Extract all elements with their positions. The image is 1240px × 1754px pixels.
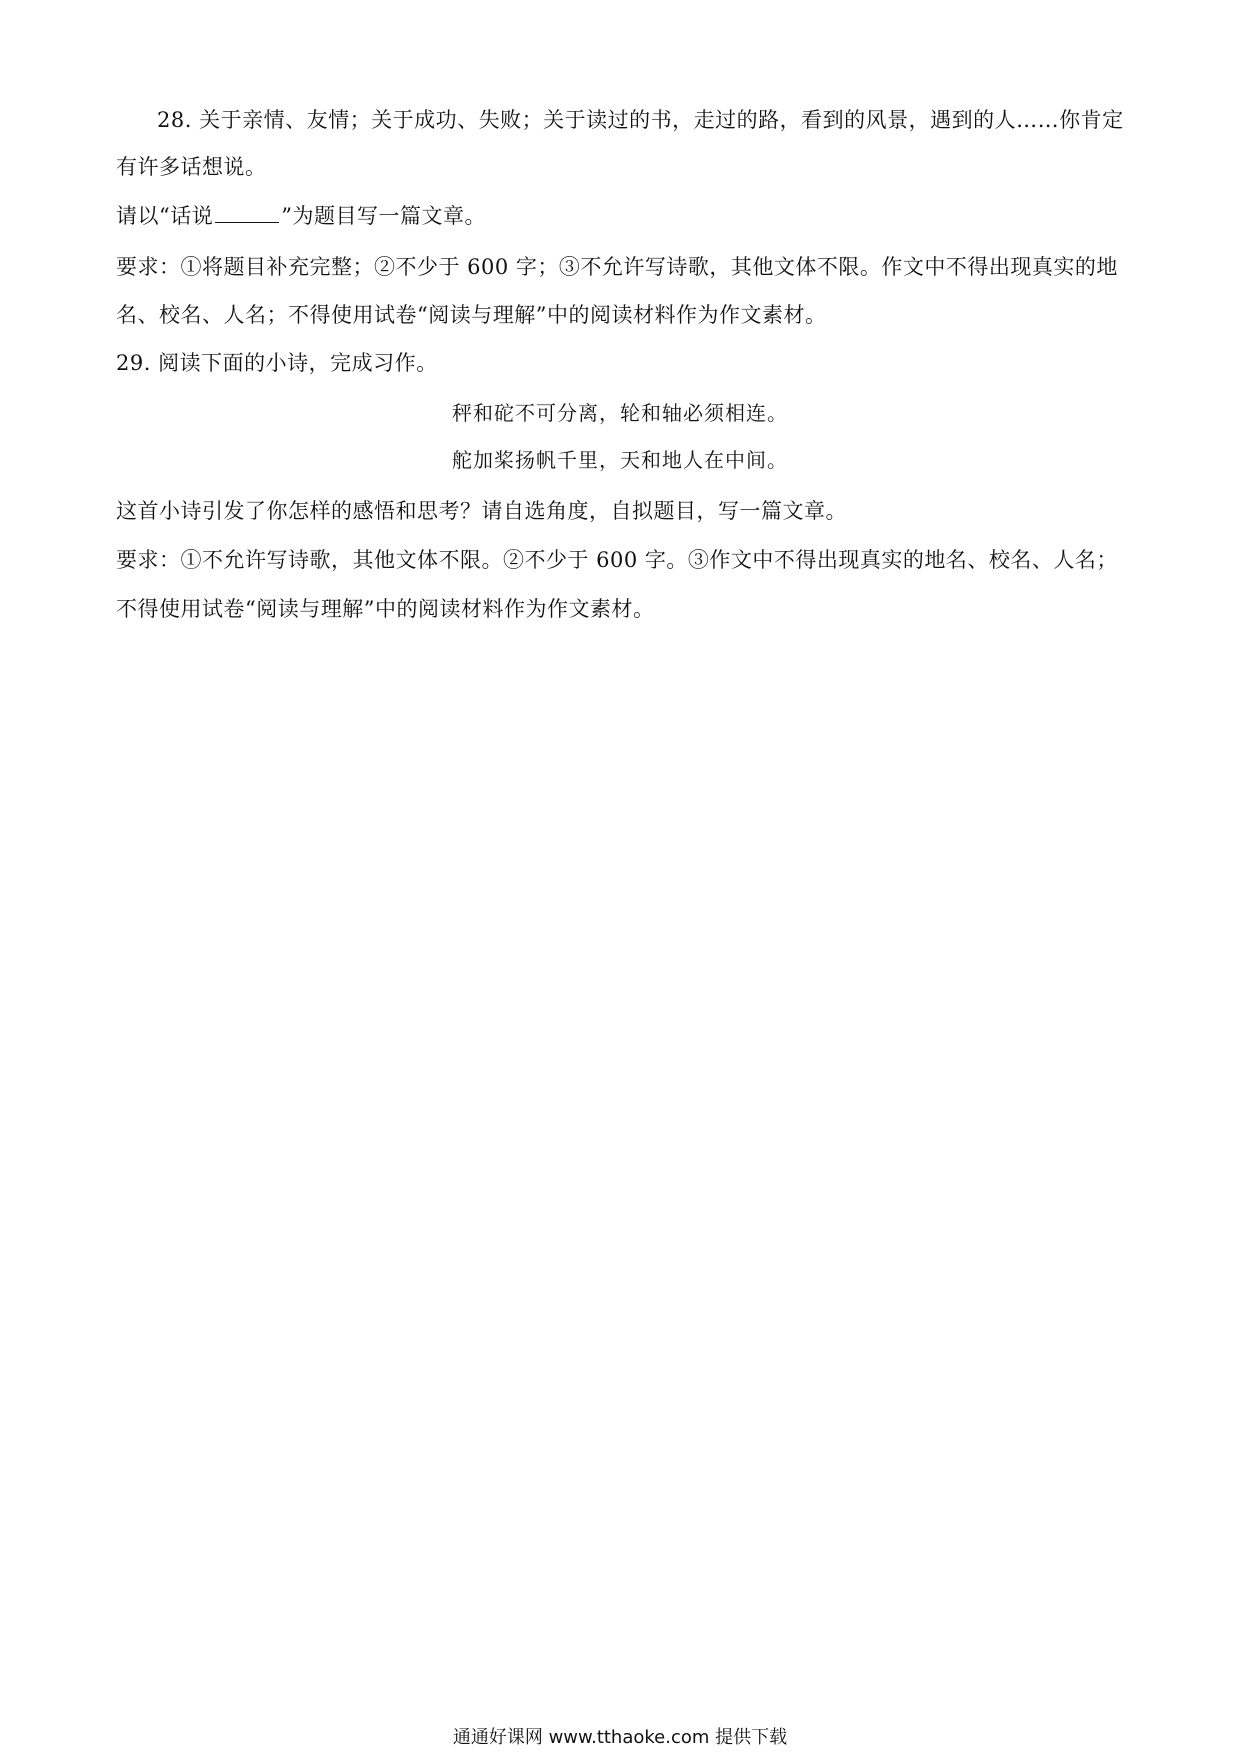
q29-intro: 29. 阅读下面的小诗，完成习作。: [116, 351, 438, 375]
q28-text-line-2: 有许多话想说。: [116, 155, 267, 179]
q28-text-line-1: 28. 关于亲情、友情；关于成功、失败；关于读过的书，走过的路，看到的风景，遇到的人……你肯定: [157, 108, 1124, 132]
q28-prompt: [116, 200, 1124, 232]
q28-requirement-line-2: 名、校名、人名；不得使用试卷“阅读与理解”中的阅读材料作为作文素材。: [116, 303, 827, 327]
q29-requirement-line-2: 不得使用试卷“阅读与理解”中的阅读材料作为作文素材。: [116, 597, 655, 621]
poem-line-2: 舵加桨扬帆千里，天和地人在中间。: [452, 448, 788, 472]
q28-prompt-before: 请以“话说: [116, 204, 214, 228]
q28-prompt-after: ”为题目写一篇文章。: [281, 204, 486, 228]
q28-requirement-line-1: 要求：①将题目补充完整；②不少于 600 字；③不允许写诗歌，其他文体不限。作文中不得出现真实的地: [116, 255, 1118, 279]
poem-line-1: 秤和砣不可分离，轮和轴必须相连。: [452, 401, 788, 425]
page-footer: 通通好课网 www.tthaoke.com 提供下载: [452, 1727, 788, 1748]
title-blank: [215, 204, 279, 223]
q29-requirement-line-1: 要求：①不允许写诗歌，其他文体不限。②不少于 600 字。③作文中不得出现真实的地名、校名、人名；: [116, 548, 1118, 572]
q29-question: 这首小诗引发了你怎样的感悟和思考？请自选角度，自拟题目，写一篇文章。: [116, 499, 847, 523]
